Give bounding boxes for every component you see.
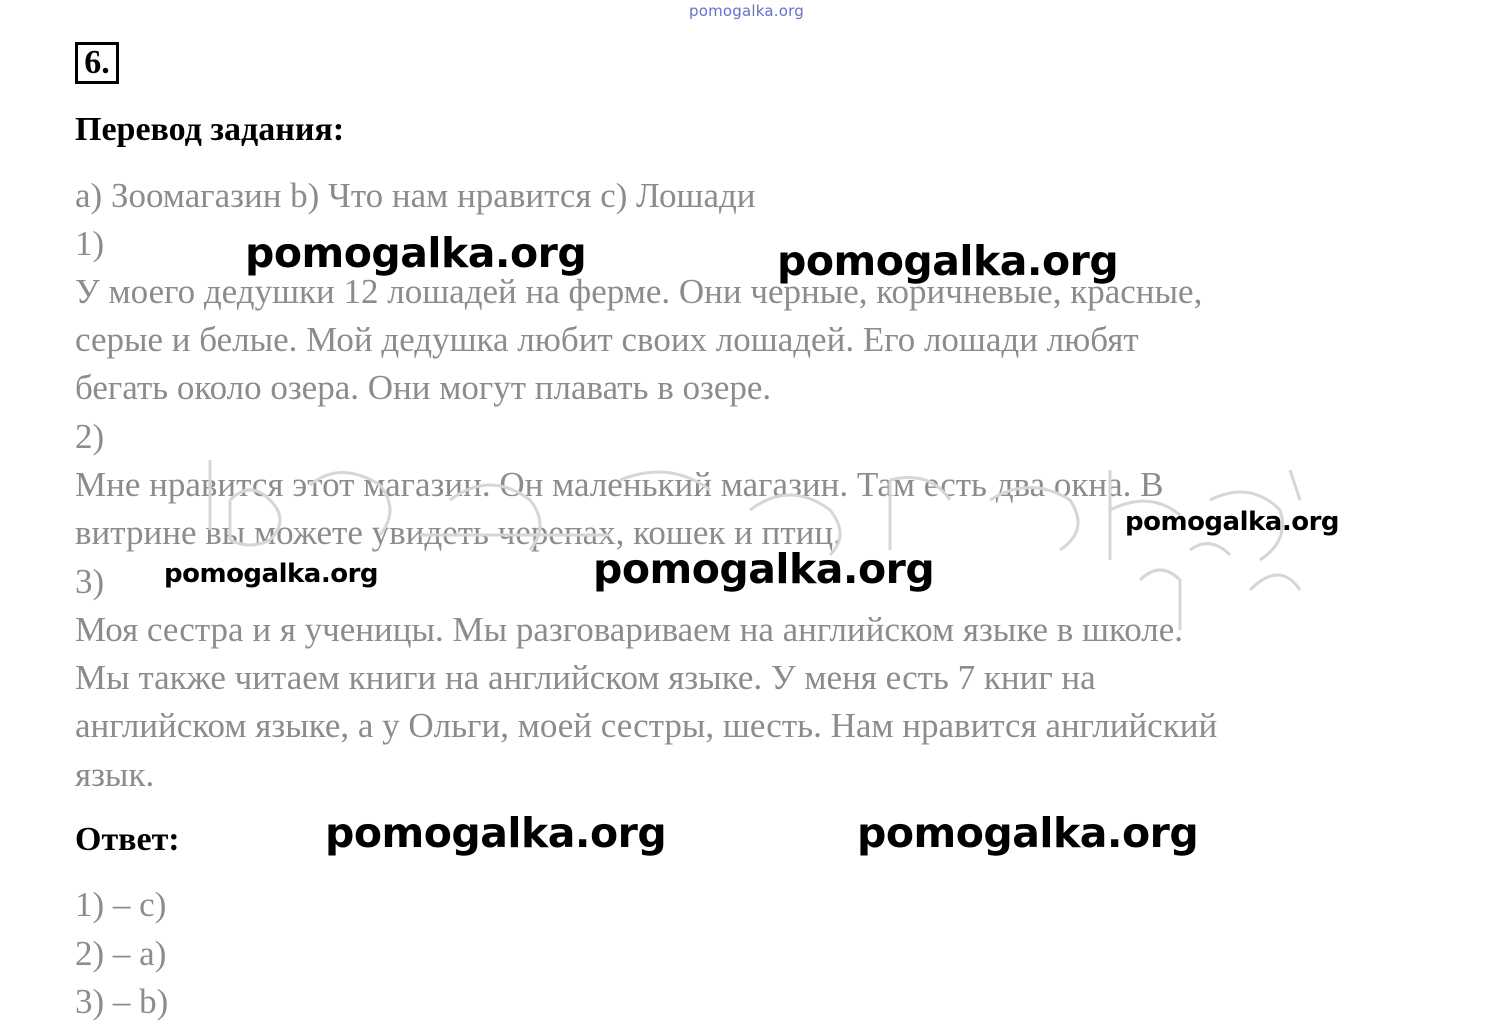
translation-line: Моя сестра и я ученицы. Мы разговариваем на английском языке в школе.: [75, 610, 1183, 649]
translation-line: У моего дедушки 12 лошадей на ферме. Они черные, коричневые, красные,: [75, 272, 1203, 311]
answer-item: 3) – b): [75, 982, 169, 1021]
translation-line: бегать около озера. Они могут плавать в озере.: [75, 368, 772, 407]
translation-line: английском языке, а у Ольги, моей сестры, шесть. Нам нравится английский: [75, 706, 1218, 745]
translation-line: 3): [75, 562, 105, 601]
translation-line: 1): [75, 224, 105, 263]
site-link[interactable]: pomogalka.org: [689, 2, 804, 20]
task-number: 6.: [84, 44, 110, 81]
translation-line: а) Зоомагазин b) Что нам нравится с) Лошади: [75, 176, 756, 215]
translation-line: Мне нравится этот магазин. Он маленький магазин. Там есть два окна. В: [75, 465, 1164, 504]
watermark-text: pomogalka.org: [593, 545, 935, 593]
answer-item: 1) – с): [75, 885, 167, 924]
watermark-text: pomogalka.org: [245, 229, 587, 277]
translation-line: серые и белые. Мой дедушка любит своих лошадей. Его лошади любят: [75, 320, 1139, 359]
answer-item: 2) – а): [75, 934, 167, 973]
translation-line: витрине вы можете увидеть черепах, кошек и птиц.: [75, 513, 842, 552]
translation-line: 2): [75, 417, 105, 456]
translation-heading: Перевод задания:: [75, 111, 345, 148]
answer-heading: Ответ:: [75, 821, 180, 858]
translation-line: язык.: [75, 755, 155, 794]
translation-line: Мы также читаем книги на английском языке. У меня есть 7 книг на: [75, 658, 1096, 697]
watermark-text: pomogalka.org: [1125, 507, 1340, 537]
watermark-text: pomogalka.org: [857, 809, 1199, 857]
watermark-text: pomogalka.org: [325, 809, 667, 857]
watermark-text: pomogalka.org: [777, 237, 1119, 285]
watermark-text: pomogalka.org: [164, 559, 379, 589]
task-number-box: [75, 42, 119, 84]
